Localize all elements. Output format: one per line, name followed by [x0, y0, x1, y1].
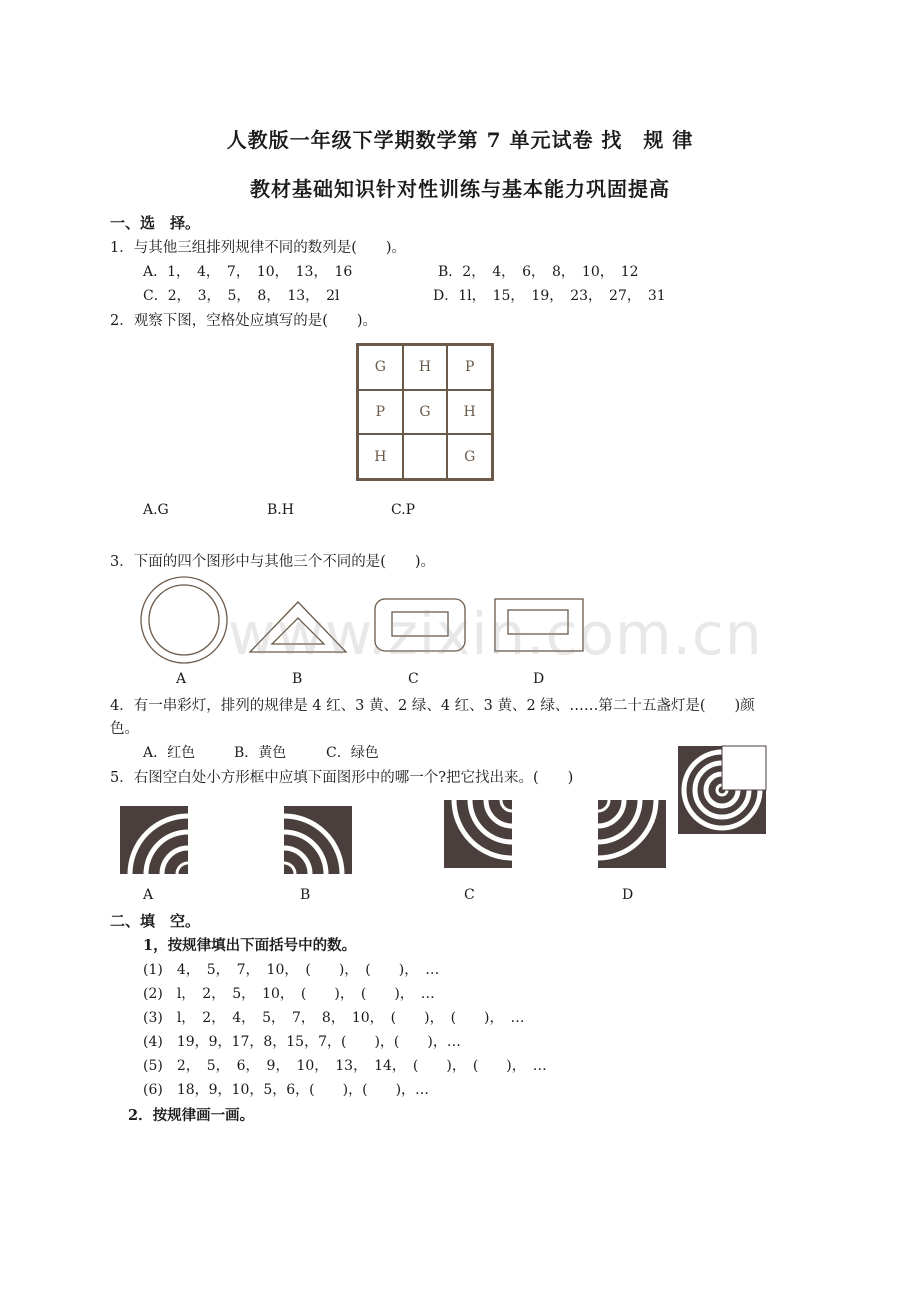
q2-option-b: B.H: [267, 502, 294, 518]
section-2-sub-2: 2．按规律画一画。: [128, 1107, 255, 1124]
question-2: 2．观察下图，空格处应填写的是( )。: [110, 313, 378, 329]
letter-grid: [356, 343, 494, 481]
fill-row-3: (3) l， 2， 4， 5， 7， 8， 10， ( )， ( )， …: [143, 1010, 525, 1026]
q5-option-a-figure: [120, 806, 188, 874]
question-4-line1: 4．有一串彩灯，排列的规律是 4 红、3 黄、2 绿、4 红、3 黄、2 绿、……第二十五盏灯是( )颜: [110, 698, 755, 714]
q4-option-c: C．绿色: [326, 745, 379, 761]
q3-label-b: B: [292, 671, 303, 687]
grid-cell: G: [403, 390, 448, 435]
grid-cell: G: [358, 345, 403, 390]
q5-label-a: A: [143, 887, 154, 903]
q1-option-b: B．2， 4， 6， 8， 10， 12: [438, 264, 639, 280]
figure-a-rings: [138, 576, 230, 666]
q4-option-a: A．红色: [143, 745, 196, 761]
q4-option-b: B．黄色: [234, 745, 287, 761]
section-2-heading: 二、填 空。: [110, 912, 201, 930]
question-1: 1．与其他三组排列规律不同的数列是( )。: [110, 240, 407, 256]
grid-cell: H: [403, 345, 448, 390]
q5-label-b: B: [300, 887, 311, 903]
grid-cell: H: [358, 434, 403, 479]
section-1-heading: 一、选 择。: [110, 214, 201, 232]
q3-label-c: C: [408, 671, 419, 687]
grid-cell: P: [358, 390, 403, 435]
q2-option-c: C.P: [391, 502, 416, 518]
fill-row-1: (1) 4， 5， 7， 10， ( )， ( )， …: [143, 962, 440, 978]
q1-option-a: A．1， 4， 7， 10， 13， 16: [143, 264, 353, 280]
page-subtitle: 教材基础知识针对性训练与基本能力巩固提高: [250, 177, 670, 201]
page-title: 人教版一年级下学期数学第 7 单元试卷 找 规 律: [226, 128, 694, 152]
question-4-line2: 色。: [110, 721, 139, 737]
fill-row-4: (4) 19，9，17，8，15，7，( )，( )，…: [143, 1034, 461, 1050]
q2-option-a: A.G: [143, 502, 169, 518]
grid-cell: P: [447, 345, 492, 390]
q3-label-a: A: [176, 671, 187, 687]
q3-label-d: D: [533, 671, 545, 687]
q5-option-d-figure: [598, 800, 666, 868]
q5-option-c-figure: [444, 800, 512, 868]
watermark: www.zixin.com.cn: [228, 600, 763, 668]
section-2-sub-1: 1，按规律填出下面括号中的数。: [143, 937, 357, 954]
grid-cell: G: [447, 434, 492, 479]
q1-option-d: D．1l， 15， 19， 23， 27， 31: [433, 288, 666, 304]
grid-cell: H: [447, 390, 492, 435]
fill-row-6: (6) 18，9，10，5，6，( )，( )，…: [143, 1082, 430, 1098]
q5-option-b-figure: [284, 806, 352, 874]
question-5: 5．右图空白处小方形框中应填下面图形中的哪一个?把它找出来。( ): [110, 770, 574, 786]
q5-label-c: C: [464, 887, 475, 903]
question-3: 3．下面的四个图形中与其他三个不同的是( )。: [110, 554, 436, 570]
q5-pattern-figure: [678, 746, 766, 834]
fill-row-2: (2) l， 2， 5， 10， ( )， ( )， …: [143, 986, 435, 1002]
q5-label-d: D: [622, 887, 634, 903]
grid-cell-blank: [403, 434, 448, 479]
q1-option-c: C．2， 3， 5， 8， 13， 2l: [143, 288, 340, 304]
fill-row-5: (5) 2， 5， 6， 9， 10， 13， 14， ( )， ( )， …: [143, 1058, 547, 1074]
